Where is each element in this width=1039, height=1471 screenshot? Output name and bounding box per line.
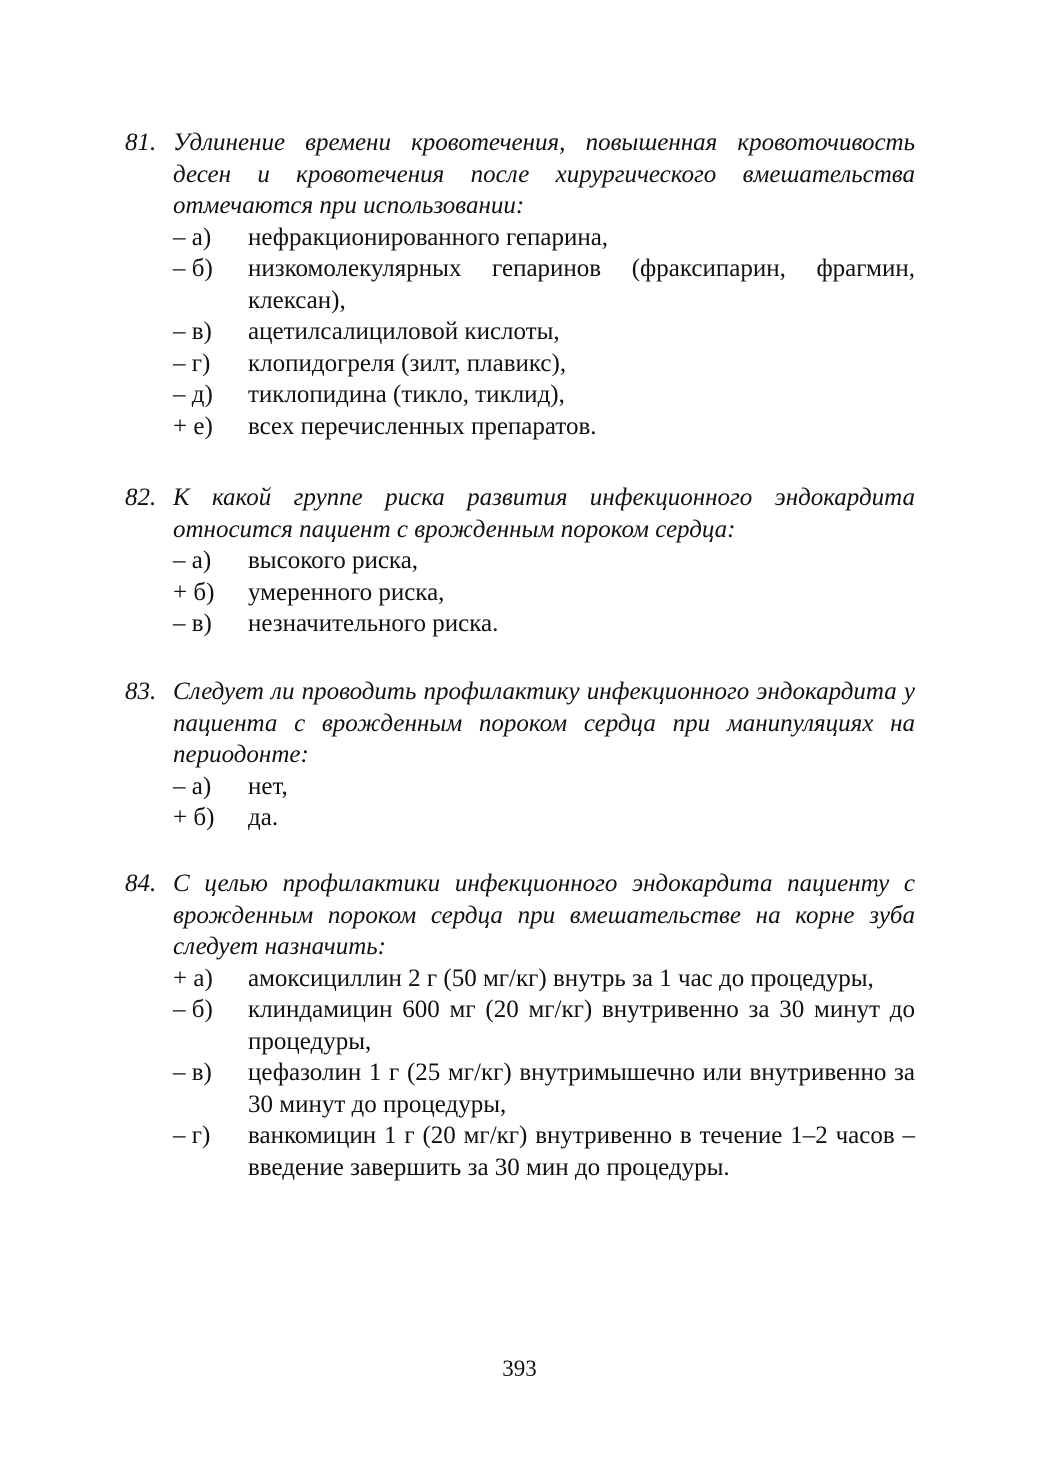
answer-text: всех перечисленных препаратов. xyxy=(248,412,597,440)
answer-marker: – в) xyxy=(173,318,212,345)
answer-options xyxy=(125,963,915,1184)
answer-text: да. xyxy=(248,804,279,831)
answer-text: ванкомицин 1 г (20 мг/кг) внутривенно в течение 1–2 часов – введение завершить за 30 мин до процедуры. xyxy=(248,1122,915,1181)
answer-option xyxy=(125,577,915,609)
answer-option xyxy=(125,316,915,348)
answer-text: незначительного риска. xyxy=(248,610,499,637)
answer-marker: – б) xyxy=(173,996,213,1023)
question-81 xyxy=(125,127,915,442)
answer-marker: – г) xyxy=(173,1122,211,1149)
answer-marker: + а) xyxy=(173,964,213,992)
answer-option xyxy=(125,608,915,640)
answer-marker: + б) xyxy=(173,578,215,606)
answer-option xyxy=(125,1057,915,1120)
question-text: Следует ли проводить профилактику инфекционного эндокардита у пациента с врожденным пороком сердца при манипуляциях на периодонте: xyxy=(173,678,915,768)
question-text: С целью профилактики инфекционного эндокардита пациенту с врожденным пороком сердца при вмешательстве на корне зуба следует назначить: xyxy=(173,870,915,960)
answer-marker: – а) xyxy=(173,547,212,574)
answer-text: умеренного риска, xyxy=(248,578,445,606)
question-header xyxy=(125,676,915,771)
question-number: 84. xyxy=(125,870,157,897)
question-number: 82. xyxy=(125,484,157,511)
question-text: Удлинение времени кровотечения, повышенная кровоточивость десен и кровотечения после хирургического вмешательства отмечаются при использовании: xyxy=(173,129,915,219)
answer-text: клопидогреля (зилт, плавикс), xyxy=(248,349,567,377)
answer-text: тиклопидина (тикло, тиклид), xyxy=(248,381,565,408)
answer-text: низкомолекулярных гепаринов (фраксипарин, фрагмин, клексан), xyxy=(248,255,915,314)
answer-text: ацетилсалициловой кислоты, xyxy=(248,318,560,345)
answer-option xyxy=(125,545,915,577)
answer-text: клиндамицин 600 мг (20 мг/кг) внутривенно за 30 минут до процедуры, xyxy=(248,996,915,1055)
question-header xyxy=(125,868,915,963)
answer-text: нет, xyxy=(248,772,288,800)
answer-marker: – г) xyxy=(173,349,211,377)
question-83 xyxy=(125,676,915,834)
answer-option xyxy=(125,222,915,254)
answer-marker: – д) xyxy=(173,381,213,408)
answer-option xyxy=(125,994,915,1057)
answer-option xyxy=(125,379,915,411)
question-header xyxy=(125,127,915,222)
answer-text: нефракционированного гепарина, xyxy=(248,223,609,251)
answer-option xyxy=(125,963,915,995)
page-number: 393 xyxy=(502,1356,537,1381)
answer-option xyxy=(125,411,915,443)
answer-option xyxy=(125,1120,915,1183)
question-82 xyxy=(125,482,915,640)
answer-options xyxy=(125,545,915,640)
question-number: 83. xyxy=(125,678,157,705)
answer-text: высокого риска, xyxy=(248,547,419,574)
answer-options xyxy=(125,222,915,443)
answer-option xyxy=(125,802,915,834)
answer-marker: + б) xyxy=(173,804,215,831)
answer-option xyxy=(125,348,915,380)
answer-marker: – в) xyxy=(173,610,212,637)
answer-marker: – б) xyxy=(173,255,213,282)
answer-marker: – а) xyxy=(173,772,212,800)
answer-marker: – в) xyxy=(173,1059,212,1086)
answer-text: цефазолин 1 г (25 мг/кг) внутримышечно или внутривенно за 30 минут до процедуры, xyxy=(248,1059,915,1118)
question-header xyxy=(125,482,915,545)
question-text: К какой группе риска развития инфекционного эндокардита относится пациент с врожденным пороком сердца: xyxy=(173,484,915,543)
answer-text: амоксициллин 2 г (50 мг/кг) внутрь за 1 час до процедуры, xyxy=(248,964,874,992)
answer-marker: + е) xyxy=(173,412,213,440)
answer-options xyxy=(125,771,915,834)
answer-option xyxy=(125,771,915,803)
answer-marker: – а) xyxy=(173,223,212,251)
question-number: 81. xyxy=(125,129,157,156)
question-84 xyxy=(125,868,915,1183)
answer-option xyxy=(125,253,915,316)
